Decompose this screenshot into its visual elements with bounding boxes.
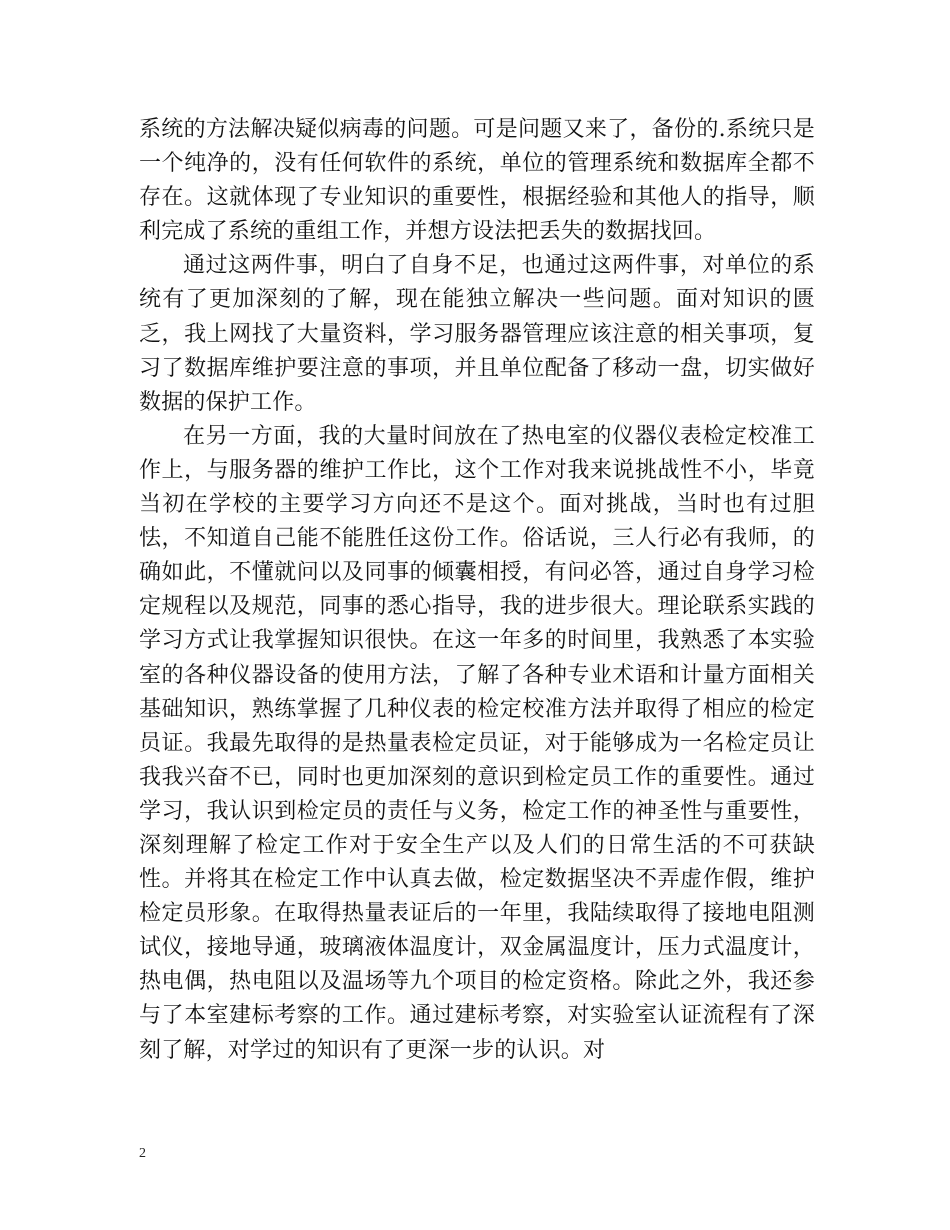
document-body	[139, 113, 815, 1068]
paragraph-two-incidents: 通过这两件事，明白了自身不足，也通过这两件事，对单位的系统有了更加深刻的了解，现在能独立解决一些问题。面对知识的匮乏，我上网找了大量资料，学习服务器管理应该注意的相关事项，复习了数据库维护要注意的事项，并且单位配备了移动一盘，切实做好数据的保护工作。	[139, 253, 815, 415]
page-number: 2	[139, 1146, 146, 1161]
paragraph-continued: 系统的方法解决疑似病毒的问题。可是问题又来了，备份的.系统只是一个纯净的，没有任何软件的系统，单位的管理系统和数据库全都不存在。这就体现了专业知识的重要性，根据经验和其他人的指导，顺利完成了系统的重组工作，并想方设法把丢失的数据找回。	[139, 117, 815, 245]
paragraph-calibration-work: 在另一方面，我的大量时间放在了热电室的仪器仪表检定校准工作上，与服务器的维护工作比，这个工作对我来说挑战性不小，毕竟当初在学校的主要学习方向还不是这个。面对挑战，当时也有过胆怯，不知道自己能不能胜任这份工作。俗话说，三人行必有我师，的确如此，不懂就问以及同事的倾囊相授，有问必答，通过自身学习检定规程以及规范，同事的悉心指导，我的进步很大。理论联系实践的学习方式让我掌握知识很快。在这一年多的时间里，我熟悉了本实验室的各种仪器设备的使用方法，了解了各种专业术语和计量方面相关基础知识，熟练掌握了几种仪表的检定校准方法并取得了相应的检定员证。我最先取得的是热量表检定员证，对于能够成为一名检定员让我我兴奋不已，同时也更加深刻的意识到检定员工作的重要性。通过学习，我认识到检定员的责任与义务，检定工作的神圣性与重要性，深刻理解了检定工作对于安全生产以及人们的日常生活的不可获缺性。并将其在检定工作中认真去做，检定数据坚决不弄虚作假，维护检定员形象。在取得热量表证后的一年里，我陆续取得了接地电阻测试仪，接地导通，玻璃液体温度计，双金属温度计，压力式温度计，热电偶，热电阻以及温场等九个项目的检定资格。除此之外，我还参与了本室建标考察的工作。通过建标考察，对实验室认证流程有了深刻了解，对学过的知识有了更深一步的认识。对	[139, 423, 815, 1063]
